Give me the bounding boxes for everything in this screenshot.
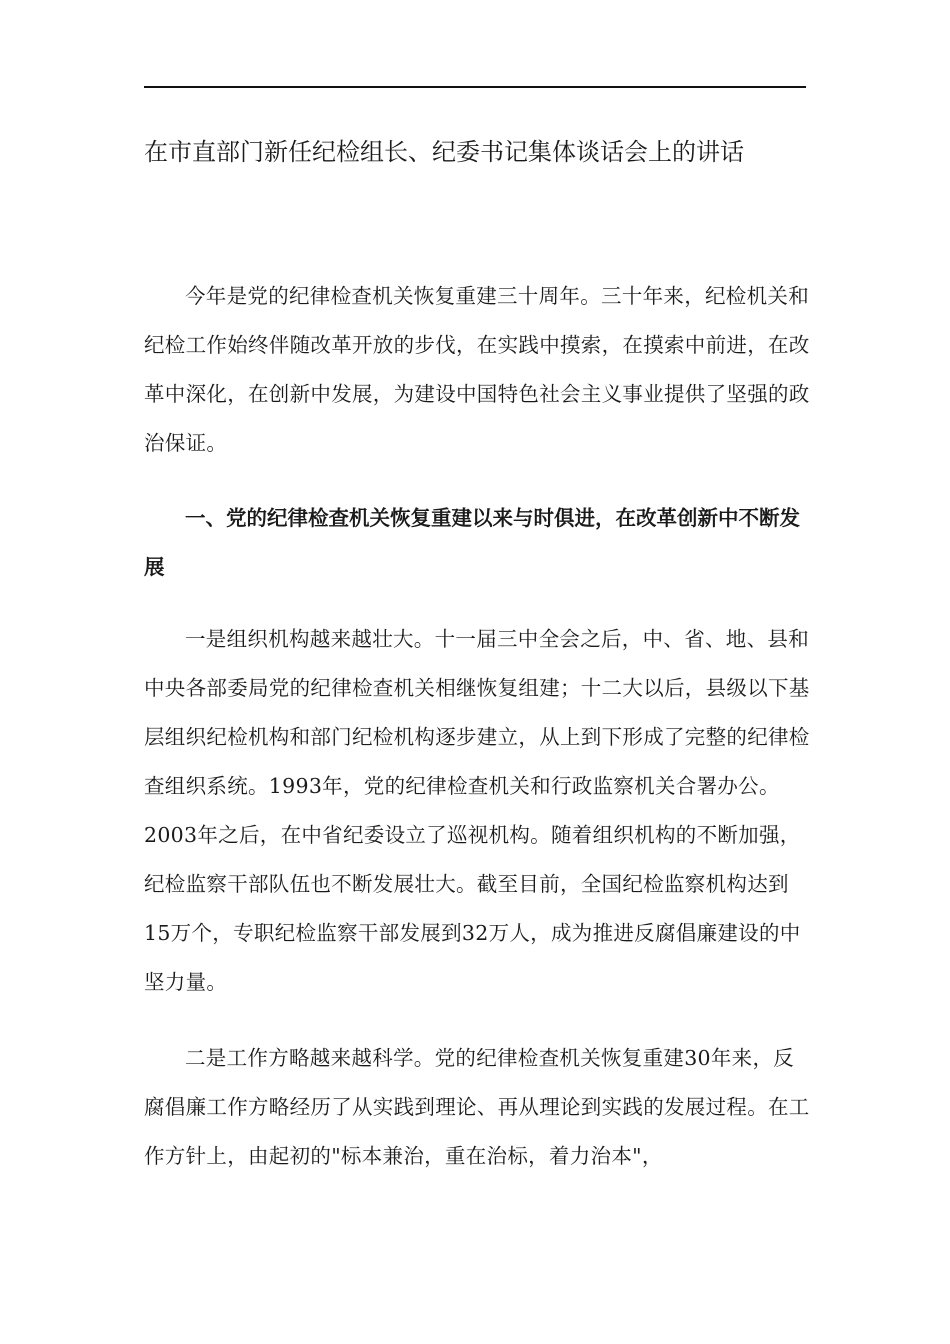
document-title: 在市直部门新任纪检组长、纪委书记集体谈话会上的讲话 [144, 138, 744, 166]
intro-paragraph: 今年是党的纪律检查机关恢复重建三十周年。三十年来，纪检机关和纪检工作始终伴随改革开放的步伐，在实践中摸索，在摸索中前进，在改革中深化，在创新中发展，为建设中国特色社会主义事业提供了坚强的政治保证。 [144, 284, 810, 455]
body-paragraph-point-1: 一是组织机构越来越壮大。十一届三中全会之后，中、省、地、县和中央各部委局党的纪律检查机关相继恢复组建；十二大以后，县级以下基层组织纪检机构和部门纪检机构逐步建立，从上到下形成了完整的纪律检查组织系统。1993年，党的纪律检查机关和行政监察机关合署办公。2003年之后，在中省纪委设立了巡视机构。随着组织机构的不断加强，纪检监察干部队伍也不断发展壮大。截至目前，全国纪检监察机构达到15万个，专职纪检监察干部发展到32万人，成为推进反腐倡廉建设的中坚力量。 [144, 627, 810, 994]
section-heading: 一、党的纪律检查机关恢复重建以来与时俱进，在改革创新中不断发展 [144, 506, 800, 579]
header-rule [144, 86, 806, 88]
body-paragraph-point-2: 二是工作方略越来越科学。党的纪律检查机关恢复重建30年来，反腐倡廉工作方略经历了从实践到理论、再从理论到实践的发展过程。在工作方针上，由起初的"标本兼治，重在治标，着力治本"， [144, 1046, 810, 1168]
